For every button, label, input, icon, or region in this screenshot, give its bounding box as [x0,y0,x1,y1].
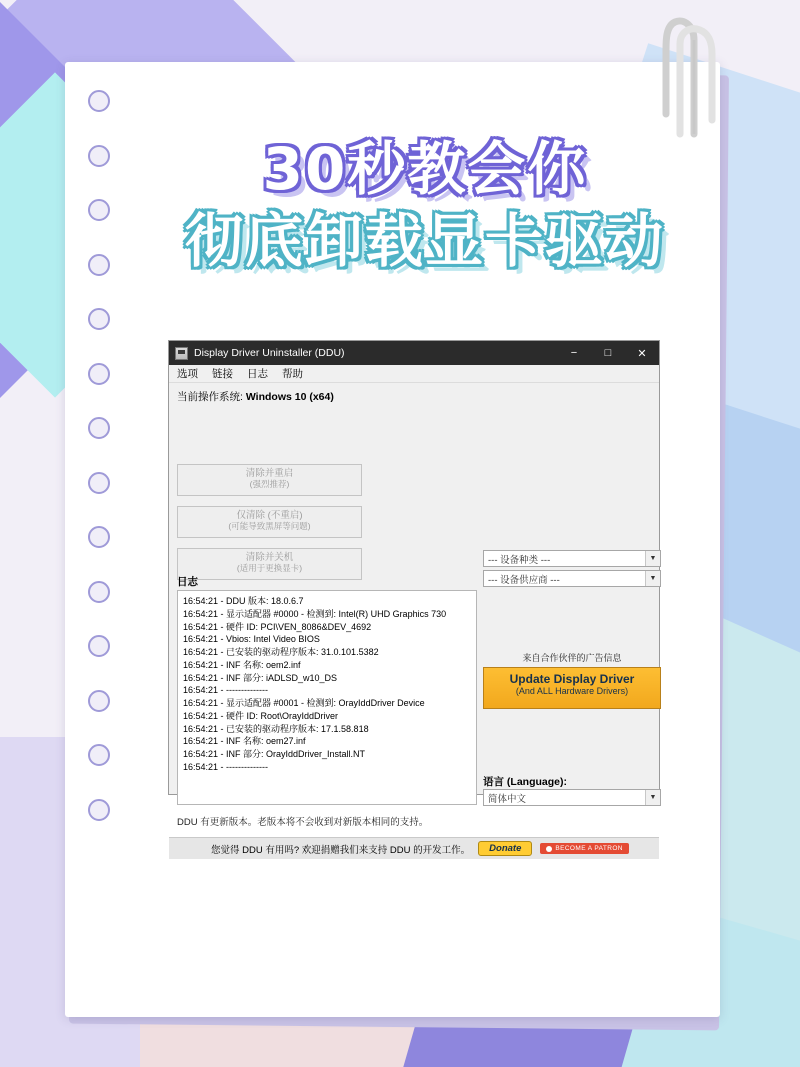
ad-disclaimer: 来自合作伙伴的广告信息 [522,653,622,663]
log-line: 16:54:21 - INF 名称: oem27.inf [183,736,306,747]
binder-hole [88,581,110,603]
clean-only-label: 仅清除 (不重启) [236,510,303,521]
binder-hole [88,363,110,385]
menu-item-links[interactable]: 链接 [212,368,233,380]
binder-holes [88,90,128,1000]
language-select[interactable] [483,789,661,806]
window-title: Display Driver Uninstaller (DDU) [194,347,345,359]
clean-only-button[interactable] [177,506,362,538]
chevron-down-icon: ▼ [645,571,660,586]
ad-banner-subtitle: (And ALL Hardware Drivers) [515,686,629,696]
close-button[interactable]: ✕ [637,347,647,360]
donate-footer [169,837,659,859]
binder-hole [88,90,110,112]
language-value: 简体中文 [488,794,527,805]
device-type-select[interactable] [483,550,661,567]
log-output[interactable] [177,590,477,805]
log-line: 16:54:21 - Vbios: Intel Video BIOS [183,634,320,645]
os-label: 当前操作系统: [177,391,243,403]
chevron-down-icon: ▼ [645,790,660,805]
ddu-window [168,340,660,856]
binder-hole [88,145,110,167]
device-type-value: --- 设备种类 --- [488,555,551,566]
binder-hole [88,799,110,821]
log-line: 16:54:21 - 已安装的驱动程序版本: 31.0.101.5382 [183,647,379,658]
window-titlebar [169,341,659,365]
clean-and-shutdown-button[interactable] [177,548,362,580]
log-line: 16:54:21 - INF 部分: iADLSD_w10_DS [183,672,338,683]
device-vendor-value: --- 设备供应商 --- [488,575,560,586]
binder-hole [88,526,110,548]
window-controls [557,341,659,365]
log-line: 16:54:21 - -------------- [183,761,268,772]
patreon-button[interactable] [540,843,629,854]
device-vendor-select[interactable] [483,570,661,587]
log-line: 16:54:21 - INF 名称: oem2.inf [183,659,301,670]
action-buttons [177,464,362,590]
log-line: 16:54:21 - 显示适配器 #0001 - 检测到: OrayIddDriver Device [183,698,425,709]
headline-line-1: 30秒教会你 [262,135,588,203]
patreon-icon [546,846,552,852]
log-line: 16:54:21 - 显示适配器 #0000 - 检测到: Intel(R) UHD Graphics 730 [183,608,447,619]
window-body [169,406,659,859]
binder-hole [88,744,110,766]
log-line: 16:54:21 - INF 部分: OrayIddDriver_Install.NT [183,749,366,760]
language-label: 语言 (Language): [483,776,567,788]
menu-item-logs[interactable]: 日志 [247,368,268,380]
menu-item-options[interactable]: 选项 [177,368,198,380]
binder-hole [88,199,110,221]
ad-banner[interactable] [483,667,661,709]
clean-restart-sublabel: (强烈推荐) [249,478,290,489]
maximize-button[interactable]: □ [604,347,612,359]
patreon-label: BECOME A PATRON [555,845,623,852]
clean-and-restart-button[interactable] [177,464,362,496]
ddu-app-icon [175,347,188,360]
binder-hole [88,690,110,712]
ad-banner-title: Update Display Driver [509,672,635,686]
log-line: 16:54:21 - 已安装的驱动程序版本: 17.1.58.818 [183,723,369,734]
binder-hole [88,472,110,494]
menubar [169,365,659,383]
log-section-label: 日志 [177,576,198,588]
clean-shutdown-sublabel: (适用于更换显卡) [236,562,303,573]
clean-only-sublabel: (可能导致黑屏等问题) [228,520,311,531]
log-line: 16:54:21 - 硬件 ID: PCI\VEN_8086&DEV_4692 [183,621,372,632]
clean-restart-label: 清除并重启 [245,468,294,479]
paperclip-icon [660,10,730,140]
log-line: 16:54:21 - DDU 版本: 18.0.6.7 [183,596,304,606]
donate-text: 您觉得 DDU 有用吗? 欢迎捐赠我们来支持 DDU 的开发工作。 [211,844,471,856]
binder-hole [88,417,110,439]
update-note: DDU 有更新版本。老版本将不会收到对新版本相同的支持。 [177,817,429,828]
log-line: 16:54:21 - -------------- [183,685,268,696]
binder-hole [88,254,110,276]
binder-hole [88,635,110,657]
binder-hole [88,308,110,330]
headline-line-2: 彻底卸载显卡驱动 [184,207,665,275]
poster-headline [140,135,710,275]
chevron-down-icon: ▼ [645,551,660,566]
log-line: 16:54:21 - 硬件 ID: Root\OrayIddDriver [183,710,339,721]
os-value: Windows 10 (x64) [245,391,334,403]
clean-shutdown-label: 清除并关机 [245,552,294,563]
donate-button[interactable]: Donate [478,841,532,856]
minimize-button[interactable]: − [570,347,578,359]
os-info [169,383,659,406]
menu-item-help[interactable]: 帮助 [282,368,303,380]
